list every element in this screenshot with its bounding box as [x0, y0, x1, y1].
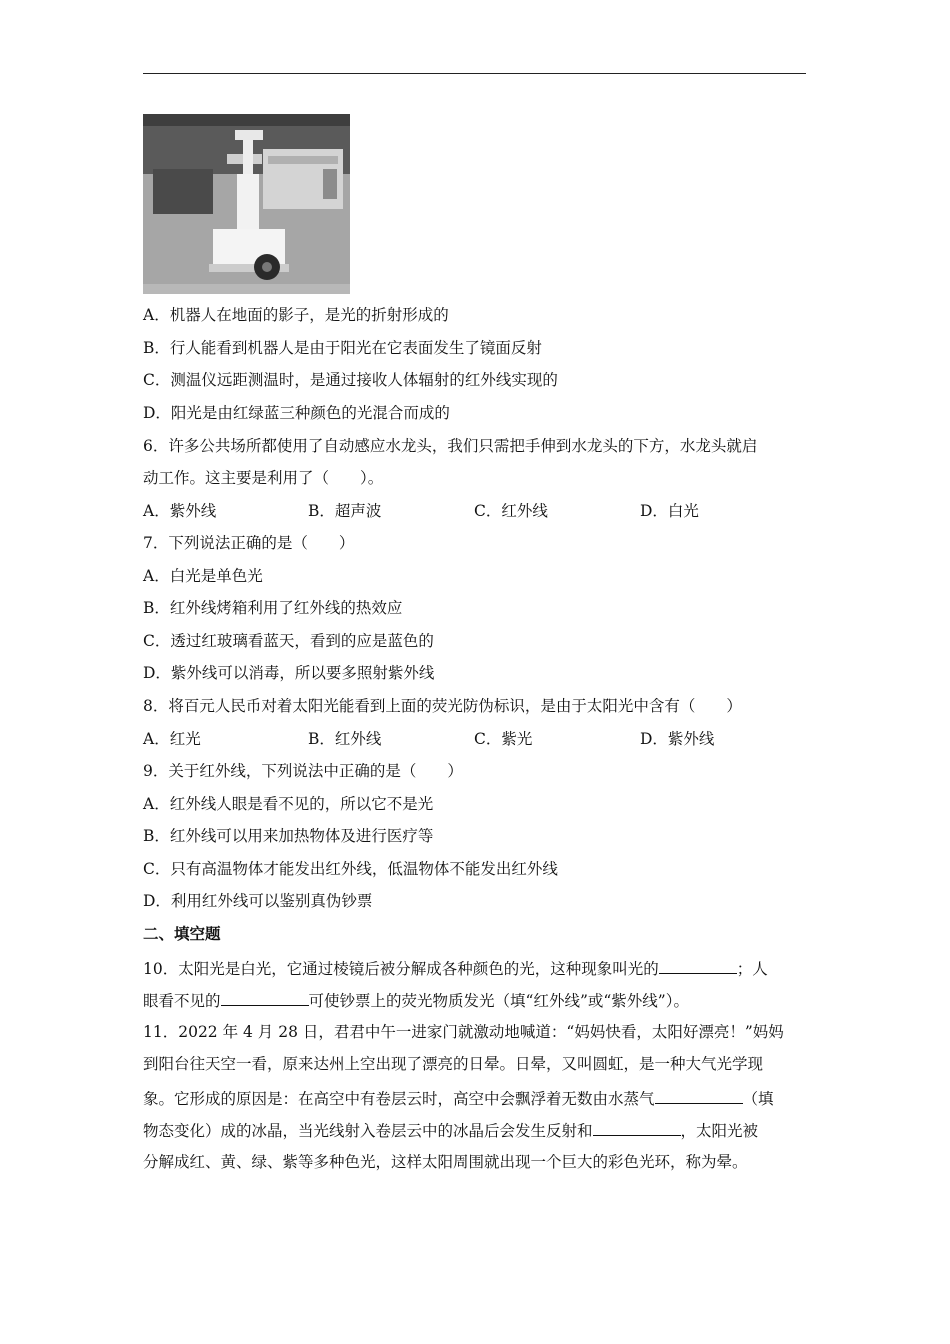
q6-option-b: B．超声波: [308, 502, 382, 520]
q10-text-1a: 10．太阳光是白光，它通过棱镜后被分解成各种颜色的光，这种现象叫光的: [143, 960, 659, 978]
q9-option-a: A．红外线人眼是看不见的，所以它不是光: [143, 795, 434, 813]
q6-option-a: A．紫外线: [143, 502, 217, 520]
q8-option-a: A．红光: [143, 730, 201, 748]
q11-text-3a: 象。它形成的原因是：在高空中有卷层云时，高空中会飘浮着无数由水蒸气: [143, 1090, 655, 1108]
q5-option-c: C．测温仪远距测温时，是通过接收人体辐射的红外线实现的: [143, 371, 558, 389]
q6-stem-line-1: 6．许多公共场所都使用了自动感应水龙头，我们只需把手伸到水龙头的下方，水龙头就启: [143, 437, 758, 455]
q10-text-1b: ；人: [736, 960, 768, 978]
q5-option-b: B．行人能看到机器人是由于阳光在它表面发生了镜面反射: [143, 339, 542, 357]
q5-option-d: D．阳光是由红绿蓝三种颜色的光混合而成的: [143, 404, 450, 422]
q7-option-a: A．白光是单色光: [143, 567, 263, 585]
q9-option-c: C．只有高温物体才能发出红外线，低温物体不能发出红外线: [143, 860, 558, 878]
q11-text-4b: ，太阳光被: [680, 1122, 759, 1140]
robot-photo: [143, 114, 350, 294]
q8-option-b: B．红外线: [308, 730, 382, 748]
q11-text-3b: （填: [742, 1090, 774, 1108]
header-rule: [143, 73, 806, 74]
q10-line-2: [143, 989, 689, 1011]
q10-blank-1[interactable]: [659, 957, 737, 974]
q11-line-4: [143, 1119, 758, 1141]
q7-option-b: B．红外线烤箱利用了红外线的热效应: [143, 599, 403, 617]
q9-stem: 9．关于红外线，下列说法中正确的是（ ）: [143, 762, 463, 780]
q9-option-d: D．利用红外线可以鉴别真伪钞票: [143, 892, 373, 910]
q11-line-1: 11．2022 年 4 月 28 日，君君中午一进家门就激动地喊道：“妈妈快看，太阳好漂亮！”妈妈: [143, 1023, 784, 1041]
q10-line-1: [143, 957, 768, 979]
q11-text-4a: 物态变化）成的冰晶，当光线射入卷层云中的冰晶后会发生反射和: [143, 1122, 593, 1140]
q7-option-d: D．紫外线可以消毒，所以要多照射紫外线: [143, 664, 435, 682]
section-heading-fill-in: 二、填空题: [143, 925, 221, 943]
q7-stem: 7．下列说法正确的是（ ）: [143, 534, 355, 552]
q6-stem-line-2: 动工作。这主要是利用了（ ）。: [143, 469, 384, 487]
q10-text-2a: 眼看不见的: [143, 992, 221, 1010]
q10-blank-2[interactable]: [221, 989, 309, 1006]
q10-text-2b: 可使钞票上的荧光物质发光（填“红外线”或“紫外线”）。: [308, 992, 689, 1010]
q7-option-c: C．透过红玻璃看蓝天，看到的应是蓝色的: [143, 632, 434, 650]
q11-line-2: 到阳台往天空一看，原来达州上空出现了漂亮的日晕。日晕，又叫圆虹，是一种大气光学现: [143, 1055, 764, 1073]
q11-blank-1[interactable]: [655, 1087, 743, 1104]
q8-stem: 8．将百元人民币对着太阳光能看到上面的荧光防伪标识，是由于太阳光中含有（ ）: [143, 697, 742, 715]
q6-option-d: D．白光: [640, 502, 699, 520]
q8-option-c: C．紫光: [474, 730, 533, 748]
q8-option-d: D．紫外线: [640, 730, 715, 748]
q6-option-c: C．红外线: [474, 502, 548, 520]
q11-line-3: [143, 1087, 774, 1109]
q11-line-5: 分解成红、黄、绿、紫等多种色光，这样太阳周围就出现一个巨大的彩色光环，称为晕。: [143, 1153, 748, 1171]
q9-option-b: B．红外线可以用来加热物体及进行医疗等: [143, 827, 434, 845]
q11-blank-2[interactable]: [593, 1119, 681, 1136]
q5-option-a: A．机器人在地面的影子，是光的折射形成的: [143, 306, 449, 324]
